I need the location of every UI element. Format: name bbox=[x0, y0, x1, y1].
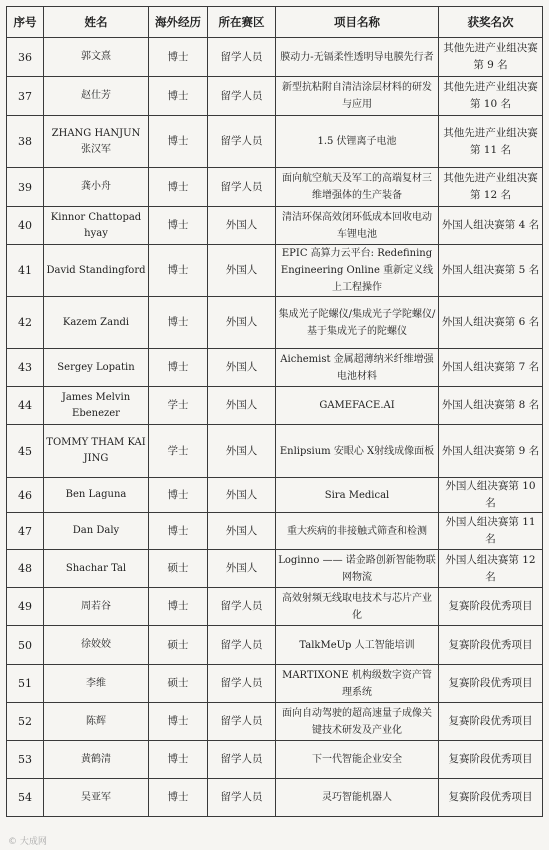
table-row bbox=[7, 168, 543, 207]
cell-index: 40 bbox=[7, 207, 44, 245]
cell-project: MARTIXONE 机构级数字资产管理系统 bbox=[276, 665, 439, 703]
cell-project: 清洁环保高效闭环低成本回收电动车锂电池 bbox=[276, 207, 439, 245]
cell-index: 47 bbox=[7, 513, 44, 550]
cell-degree: 博士 bbox=[149, 168, 208, 207]
cell-name: 吴亚军 bbox=[44, 779, 149, 817]
cell-award: 其他先进产业组决赛第 10 名 bbox=[439, 77, 543, 116]
cell-index: 52 bbox=[7, 703, 44, 741]
cell-degree: 博士 bbox=[149, 207, 208, 245]
cell-project: 高效射频无线取电技术与芯片产业化 bbox=[276, 588, 439, 626]
cell-name: 周若谷 bbox=[44, 588, 149, 626]
cell-degree: 博士 bbox=[149, 741, 208, 779]
table-row bbox=[7, 116, 543, 168]
cell-name: TOMMY THAM KAI JING bbox=[44, 425, 149, 478]
cell-award: 外国人组决赛第 9 名 bbox=[439, 425, 543, 478]
cell-award: 复赛阶段优秀项目 bbox=[439, 779, 543, 817]
table-row bbox=[7, 245, 543, 297]
cell-region: 外国人 bbox=[208, 513, 276, 550]
cell-index: 39 bbox=[7, 168, 44, 207]
cell-award: 其他先进产业组决赛第 12 名 bbox=[439, 168, 543, 207]
cell-award: 复赛阶段优秀项目 bbox=[439, 741, 543, 779]
cell-project: 集成光子陀螺仪/集成光子学陀螺仪/基于集成光子的陀螺仪 bbox=[276, 297, 439, 349]
cell-project: 面向航空航天及军工的高端复材三维增强体的生产装备 bbox=[276, 168, 439, 207]
watermark: © 大成网 bbox=[8, 837, 47, 847]
cell-degree: 学士 bbox=[149, 425, 208, 478]
header-name: 姓名 bbox=[44, 7, 149, 38]
cell-award: 外国人组决赛第 11 名 bbox=[439, 513, 543, 550]
cell-degree: 博士 bbox=[149, 245, 208, 297]
cell-project: Aichemist 金属超薄纳米纤维增强电池材料 bbox=[276, 349, 439, 387]
cell-name: Kazem Zandi bbox=[44, 297, 149, 349]
cell-region: 外国人 bbox=[208, 349, 276, 387]
cell-name: Sergey Lopatin bbox=[44, 349, 149, 387]
cell-project: TalkMeUp 人工智能培训 bbox=[276, 626, 439, 665]
cell-award: 外国人组决赛第 6 名 bbox=[439, 297, 543, 349]
cell-index: 54 bbox=[7, 779, 44, 817]
cell-name: ZHANG HANJUN 张汉军 bbox=[44, 116, 149, 168]
cell-index: 51 bbox=[7, 665, 44, 703]
cell-index: 49 bbox=[7, 588, 44, 626]
table-row bbox=[7, 38, 543, 77]
cell-region: 外国人 bbox=[208, 207, 276, 245]
award-table-sheet bbox=[6, 6, 542, 817]
cell-region: 外国人 bbox=[208, 478, 276, 513]
cell-award: 外国人组决赛第 12 名 bbox=[439, 550, 543, 588]
award-table bbox=[6, 6, 543, 817]
table-row bbox=[7, 588, 543, 626]
table-row bbox=[7, 77, 543, 116]
table-row bbox=[7, 779, 543, 817]
table-row bbox=[7, 626, 543, 665]
cell-region: 留学人员 bbox=[208, 665, 276, 703]
table-row bbox=[7, 207, 543, 245]
cell-degree: 博士 bbox=[149, 38, 208, 77]
cell-region: 留学人员 bbox=[208, 703, 276, 741]
cell-project: Loginno —— 诺金路创新智能物联网物流 bbox=[276, 550, 439, 588]
header-project: 项目名称 bbox=[276, 7, 439, 38]
cell-region: 外国人 bbox=[208, 550, 276, 588]
cell-award: 复赛阶段优秀项目 bbox=[439, 703, 543, 741]
cell-index: 41 bbox=[7, 245, 44, 297]
cell-index: 36 bbox=[7, 38, 44, 77]
cell-award: 外国人组决赛第 8 名 bbox=[439, 387, 543, 425]
cell-region: 留学人员 bbox=[208, 38, 276, 77]
cell-project: 灵巧智能机器人 bbox=[276, 779, 439, 817]
cell-region: 留学人员 bbox=[208, 116, 276, 168]
table-row bbox=[7, 478, 543, 513]
cell-degree: 博士 bbox=[149, 478, 208, 513]
cell-region: 留学人员 bbox=[208, 588, 276, 626]
cell-project: GAMEFACE.AI bbox=[276, 387, 439, 425]
cell-project: 膜动力-无镉柔性透明导电膜先行者 bbox=[276, 38, 439, 77]
cell-index: 45 bbox=[7, 425, 44, 478]
cell-region: 外国人 bbox=[208, 297, 276, 349]
cell-award: 外国人组决赛第 5 名 bbox=[439, 245, 543, 297]
table-body bbox=[7, 38, 543, 817]
cell-index: 50 bbox=[7, 626, 44, 665]
cell-award: 复赛阶段优秀项目 bbox=[439, 626, 543, 665]
cell-region: 外国人 bbox=[208, 245, 276, 297]
cell-index: 44 bbox=[7, 387, 44, 425]
cell-award: 复赛阶段优秀项目 bbox=[439, 588, 543, 626]
cell-name: 徐姣姣 bbox=[44, 626, 149, 665]
header-index: 序号 bbox=[7, 7, 44, 38]
cell-region: 留学人员 bbox=[208, 168, 276, 207]
cell-index: 42 bbox=[7, 297, 44, 349]
table-row bbox=[7, 703, 543, 741]
cell-name: Dan Daly bbox=[44, 513, 149, 550]
table-row bbox=[7, 665, 543, 703]
cell-name: Kinnor Chattopad hyay bbox=[44, 207, 149, 245]
cell-region: 留学人员 bbox=[208, 779, 276, 817]
header-award: 获奖名次 bbox=[439, 7, 543, 38]
cell-award: 复赛阶段优秀项目 bbox=[439, 665, 543, 703]
cell-name: 龚小舟 bbox=[44, 168, 149, 207]
cell-name: 黄鹤清 bbox=[44, 741, 149, 779]
cell-degree: 硕士 bbox=[149, 626, 208, 665]
cell-region: 留学人员 bbox=[208, 77, 276, 116]
cell-project: 下一代智能企业安全 bbox=[276, 741, 439, 779]
cell-award: 其他先进产业组决赛第 11 名 bbox=[439, 116, 543, 168]
cell-index: 48 bbox=[7, 550, 44, 588]
cell-degree: 博士 bbox=[149, 116, 208, 168]
table-row bbox=[7, 513, 543, 550]
cell-region: 留学人员 bbox=[208, 626, 276, 665]
cell-region: 留学人员 bbox=[208, 741, 276, 779]
cell-degree: 博士 bbox=[149, 349, 208, 387]
table-row bbox=[7, 387, 543, 425]
cell-award: 外国人组决赛第 10 名 bbox=[439, 478, 543, 513]
cell-name: Ben Laguna bbox=[44, 478, 149, 513]
cell-name: Shachar Tal bbox=[44, 550, 149, 588]
table-header-row bbox=[7, 7, 543, 38]
cell-project: Sira Medical bbox=[276, 478, 439, 513]
cell-region: 外国人 bbox=[208, 425, 276, 478]
cell-project: 1.5 伏锂离子电池 bbox=[276, 116, 439, 168]
cell-index: 37 bbox=[7, 77, 44, 116]
table-row bbox=[7, 425, 543, 478]
cell-degree: 学士 bbox=[149, 387, 208, 425]
table-row bbox=[7, 741, 543, 779]
cell-region: 外国人 bbox=[208, 387, 276, 425]
cell-degree: 博士 bbox=[149, 297, 208, 349]
cell-name: 赵仕芳 bbox=[44, 77, 149, 116]
cell-index: 43 bbox=[7, 349, 44, 387]
cell-name: 陈辉 bbox=[44, 703, 149, 741]
cell-degree: 博士 bbox=[149, 588, 208, 626]
table-row bbox=[7, 550, 543, 588]
table-row bbox=[7, 349, 543, 387]
cell-index: 53 bbox=[7, 741, 44, 779]
cell-award: 外国人组决赛第 4 名 bbox=[439, 207, 543, 245]
header-region: 所在赛区 bbox=[208, 7, 276, 38]
cell-name: David Standingford bbox=[44, 245, 149, 297]
cell-name: 郭文熹 bbox=[44, 38, 149, 77]
cell-index: 38 bbox=[7, 116, 44, 168]
cell-project: EPIC 高算力云平台: Redefining Engineering Online 重新定义线上工程操作 bbox=[276, 245, 439, 297]
cell-degree: 硕士 bbox=[149, 550, 208, 588]
cell-degree: 博士 bbox=[149, 77, 208, 116]
cell-award: 外国人组决赛第 7 名 bbox=[439, 349, 543, 387]
header-overseas-degree: 海外经历 bbox=[149, 7, 208, 38]
cell-name: James Melvin Ebenezer bbox=[44, 387, 149, 425]
cell-project: Enlipsium 安眼心 X射线成像面板 bbox=[276, 425, 439, 478]
cell-award: 其他先进产业组决赛第 9 名 bbox=[439, 38, 543, 77]
cell-project: 新型抗粘附自清洁涂层材料的研发与应用 bbox=[276, 77, 439, 116]
cell-degree: 博士 bbox=[149, 513, 208, 550]
cell-project: 面向自动驾驶的超高速量子成像关键技术研发及产业化 bbox=[276, 703, 439, 741]
cell-index: 46 bbox=[7, 478, 44, 513]
cell-name: 李维 bbox=[44, 665, 149, 703]
cell-degree: 硕士 bbox=[149, 665, 208, 703]
table-row bbox=[7, 297, 543, 349]
cell-degree: 博士 bbox=[149, 779, 208, 817]
cell-degree: 博士 bbox=[149, 703, 208, 741]
cell-project: 重大疾病的非接触式筛查和检测 bbox=[276, 513, 439, 550]
